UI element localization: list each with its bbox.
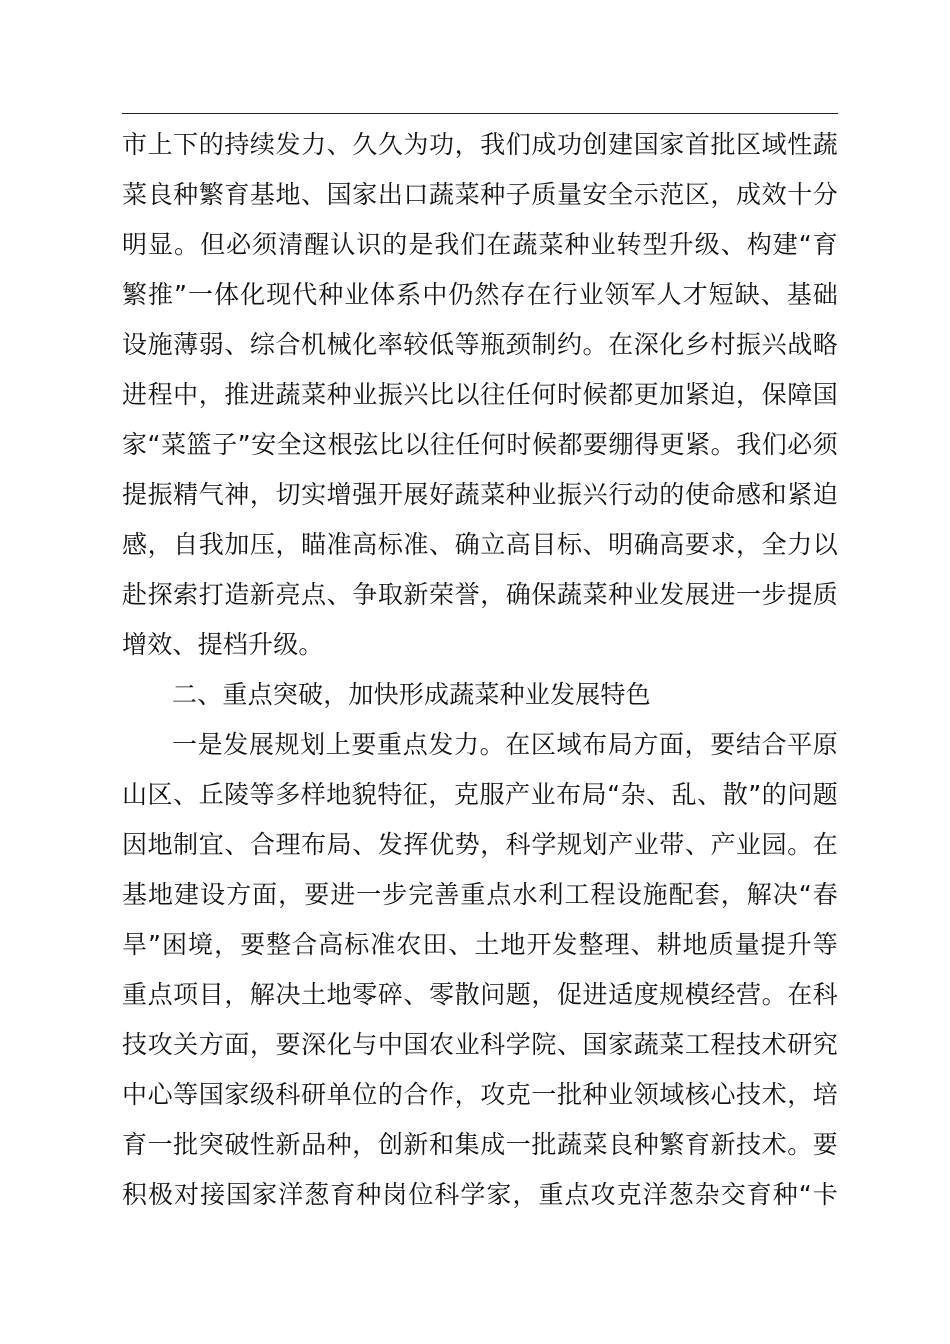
- text-line: 明显。但必须清醒认识的是我们在蔬菜种业转型升级、构建“育: [122, 230, 838, 259]
- text-line: 菜良种繁育基地、国家出口蔬菜种子质量安全示范区，成效十分: [122, 180, 838, 209]
- text-line: 设施薄弱、综合机械化率较低等瓶颈制约。在深化乡村振兴战略: [122, 330, 838, 359]
- text-line: 山区、丘陵等多样地貌特征，克服产业布局“杂、乱、散”的问题: [122, 780, 838, 809]
- text-line: 育一批突破性新品种，创新和集成一批蔬菜良种繁育新技术。要: [122, 1130, 838, 1159]
- text-line: 家“菜篮子”安全这根弦比以往任何时候都要绷得更紧。我们必须: [122, 430, 838, 459]
- text-line: 感，自我加压，瞄准高标准、确立高目标、明确高要求，全力以: [122, 530, 838, 559]
- text-line: 一是发展规划上要重点发力。在区域布局方面，要结合平原: [172, 730, 838, 759]
- section-heading: 二、重点突破，加快形成蔬菜种业发展特色: [172, 680, 651, 709]
- text-line: 提振精气神，切实增强开展好蔬菜种业振兴行动的使命感和紧迫: [122, 480, 838, 509]
- text-line: 增效、提档升级。: [122, 630, 324, 659]
- text-line: 因地制宜、合理布局、发挥优势，科学规划产业带、产业园。在: [122, 830, 838, 859]
- text-line: 中心等国家级科研单位的合作，攻克一批种业领域核心技术，培: [122, 1080, 838, 1109]
- text-line: 旱”困境，要整合高标准农田、土地开发整理、耕地质量提升等: [122, 930, 838, 959]
- text-line: 市上下的持续发力、久久为功，我们成功创建国家首批区域性蔬: [122, 130, 838, 159]
- text-line: 进程中，推进蔬菜种业振兴比以往任何时候都更加紧迫，保障国: [122, 380, 838, 409]
- text-line: 赴探索打造新亮点、争取新荣誉，确保蔬菜种业发展进一步提质: [122, 580, 838, 609]
- text-line: 技攻关方面，要深化与中国农业科学院、国家蔬菜工程技术研究: [122, 1030, 838, 1059]
- text-line: 繁推”一体化现代种业体系中仍然存在行业领军人才短缺、基础: [122, 280, 838, 309]
- body-text: [122, 120, 838, 1220]
- text-line: 积极对接国家洋葱育种岗位科学家，重点攻克洋葱杂交育种“卡: [122, 1180, 838, 1209]
- header-rule: [122, 113, 838, 114]
- text-line: 基地建设方面，要进一步完善重点水利工程设施配套，解决“春: [122, 880, 838, 909]
- text-line: 重点项目，解决土地零碎、零散问题，促进适度规模经营。在科: [122, 980, 838, 1009]
